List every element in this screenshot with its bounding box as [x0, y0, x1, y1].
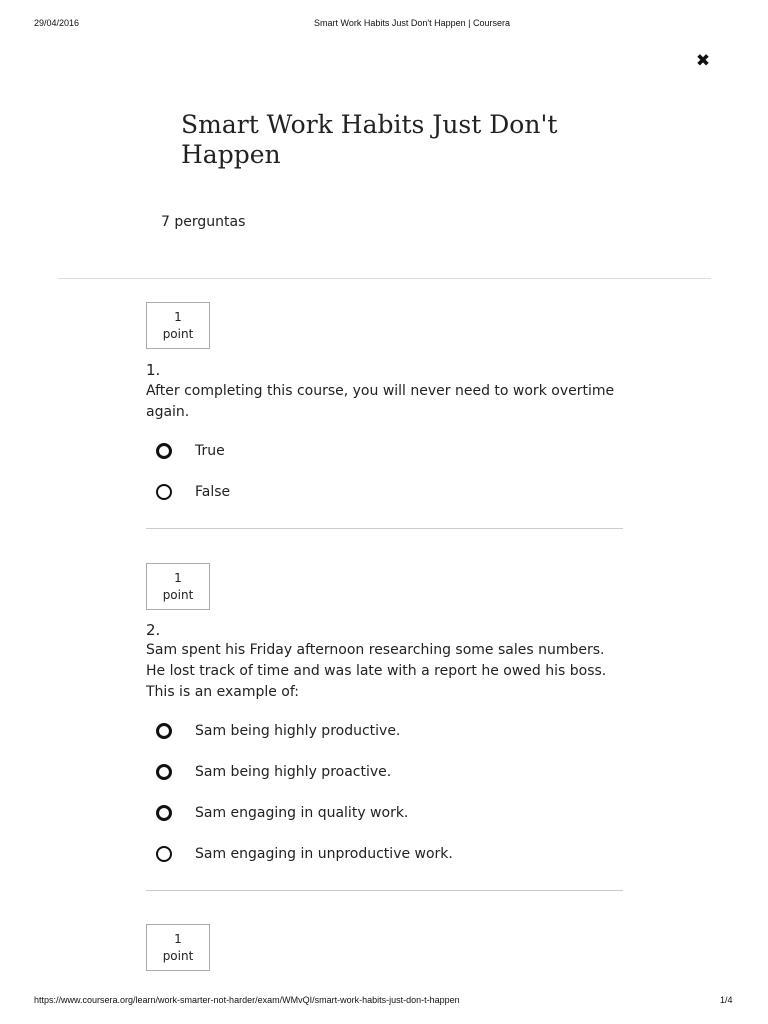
- quiz-title: Smart Work Habits Just Don't Happen: [181, 110, 558, 169]
- radio-button[interactable]: [156, 846, 172, 862]
- question-text: After completing this course, you will never need to work overtime again.: [146, 383, 615, 420]
- answer-label: True: [195, 443, 225, 459]
- answer-label: False: [195, 484, 231, 500]
- points-unit: point: [162, 949, 194, 963]
- question-divider: [146, 890, 623, 891]
- question-number: 1.: [146, 361, 161, 379]
- points-value: 1: [174, 310, 182, 324]
- question-divider: [146, 528, 623, 529]
- points-unit: point: [162, 588, 194, 602]
- answer-label: Sam being highly proactive.: [195, 764, 392, 780]
- header-divider: [58, 278, 711, 279]
- print-date: 29/04/2016: [34, 18, 80, 28]
- points-badge: [146, 563, 210, 610]
- print-page-number: 1/4: [720, 995, 733, 1005]
- answer-label: Sam engaging in quality work.: [195, 805, 409, 821]
- answer-option[interactable]: [156, 802, 408, 824]
- answer-label: Sam being highly productive.: [195, 723, 401, 739]
- radio-button[interactable]: [156, 484, 172, 500]
- print-url: https://www.coursera.org/learn/work-smarter-not-harder/exam/WMvQI/smart-work-habits-just-don-t-happen: [34, 995, 460, 1005]
- answer-option[interactable]: [156, 843, 453, 865]
- radio-button[interactable]: [156, 764, 172, 780]
- points-badge: [146, 302, 210, 349]
- answer-option[interactable]: [156, 720, 400, 742]
- answer-label: Sam engaging in unproductive work.: [195, 846, 453, 862]
- points-badge: [146, 924, 210, 971]
- points-value: 1: [174, 932, 182, 946]
- radio-button[interactable]: [156, 443, 172, 459]
- points-unit: point: [162, 327, 194, 341]
- points-value: 1: [174, 571, 182, 585]
- question-count: 7 perguntas: [161, 214, 246, 230]
- question-number: 2.: [146, 621, 161, 639]
- close-icon[interactable]: ✖: [695, 51, 711, 71]
- radio-button[interactable]: [156, 723, 172, 739]
- answer-option[interactable]: [156, 761, 391, 783]
- question-text: Sam spent his Friday afternoon researching some sales numbers. He lost track of time and was late with a report he owed his boss. This is an example of:: [146, 642, 607, 700]
- print-page-title: Smart Work Habits Just Don't Happen | Coursera: [314, 18, 510, 28]
- answer-option[interactable]: [156, 440, 225, 462]
- answer-option[interactable]: [156, 481, 230, 503]
- radio-button[interactable]: [156, 805, 172, 821]
